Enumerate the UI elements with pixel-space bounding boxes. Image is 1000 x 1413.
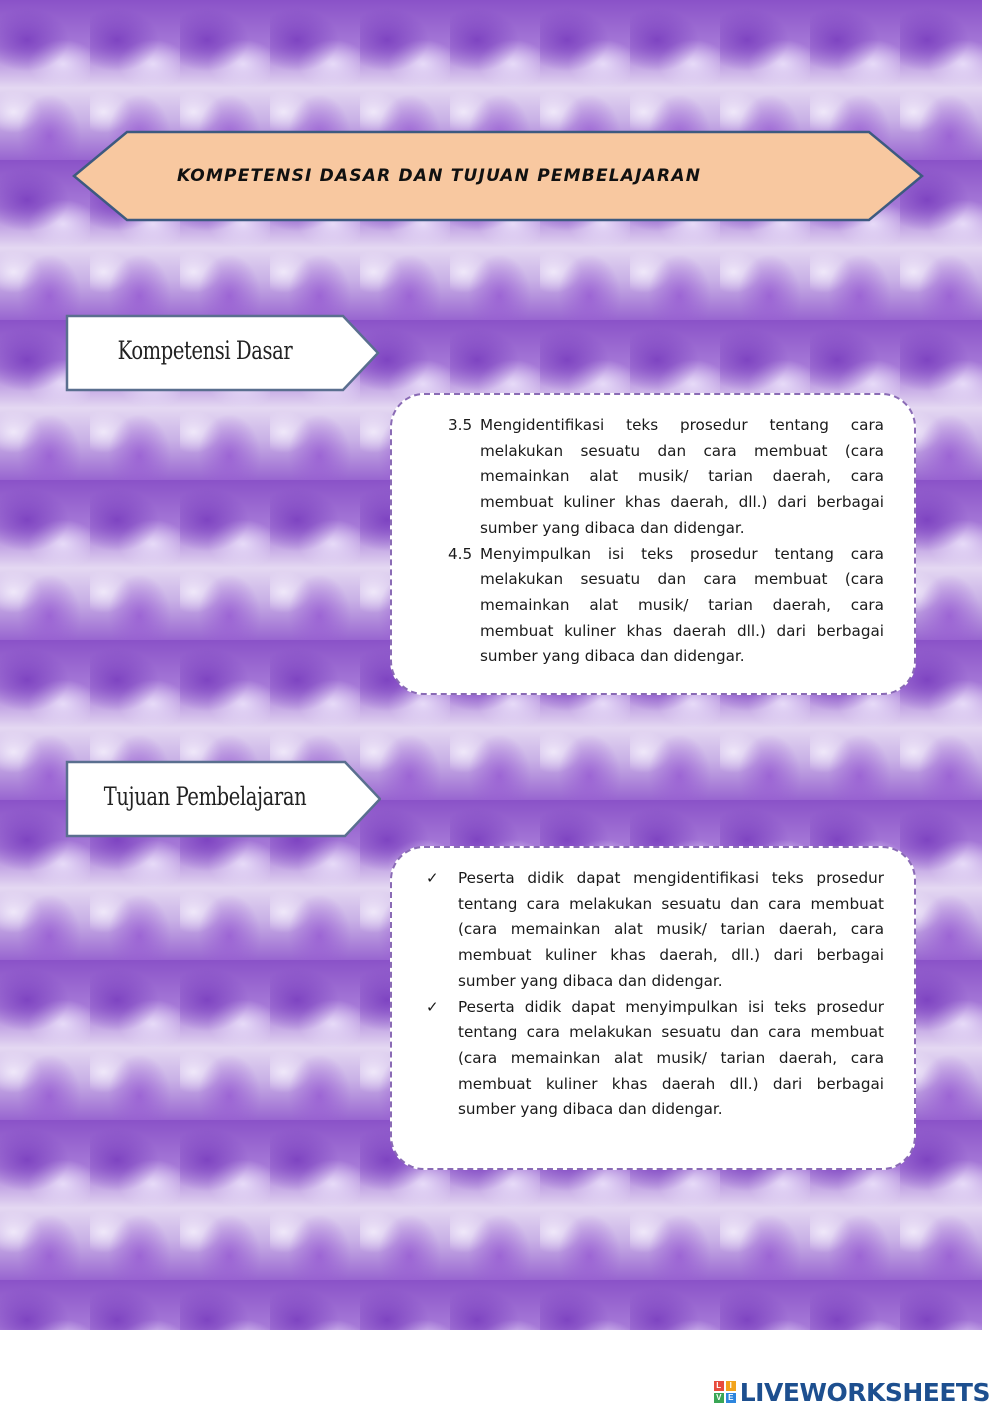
item-text: Mengidentifikasi teks prosedur tentang cara melakukan sesuatu dan cara membuat (cara memainkan alat musik/ tarian daerah, cara membuat kuliner khas daerah, dll.) dari berbagai sumber yang dibaca dan didengar. (480, 416, 884, 537)
tujuan-pembelajaran-heading: Tujuan Pembelajaran (103, 782, 307, 811)
liveworksheets-logo (714, 1378, 990, 1406)
logo-mark-icon: L I V E (714, 1381, 736, 1403)
kompetensi-dasar-heading: Kompetensi Dasar (117, 336, 293, 365)
checkmark-icon: ✓ (426, 869, 439, 887)
list-item (448, 542, 884, 671)
list-item (426, 866, 884, 995)
checkmark-icon: ✓ (426, 997, 439, 1016)
kompetensi-dasar-list (448, 413, 884, 670)
kompetensi-dasar-tag (65, 314, 381, 392)
item-number: 3.5 (448, 416, 473, 434)
item-number: 4.5 (448, 544, 473, 563)
item-text: Menyimpulkan isi teks prosedur tentang cara melakukan sesuatu dan cara membuat (cara memainkan alat musik/ tarian daerah, cara membuat kuliner khas daerah dll.) dari berbagai sumber yang dibaca dan didengar. (480, 544, 884, 666)
tujuan-pembelajaran-tag (65, 760, 381, 838)
kompetensi-dasar-card (390, 393, 916, 695)
title-banner (72, 130, 924, 222)
item-text: Peserta didik dapat mengidentifikasi teks prosedur tentang cara melakukan sesuatu dan cara membuat (cara memainkan alat musik/ tarian daerah, cara membuat kuliner khas daerah, dll.) dari berbagai sumber yang dibaca dan didengar. (458, 869, 884, 990)
list-item (448, 413, 884, 542)
logo-text: LIVEWORKSHEETS (739, 1377, 990, 1407)
item-text: Peserta didik dapat menyimpulkan isi teks prosedur tentang cara melakukan sesuatu dan cara membuat (cara memainkan alat musik/ tarian daerah, cara membuat kuliner khas daerah dll.) dari berbagai sumber yang dibaca dan didengar. (458, 997, 884, 1119)
list-item (426, 995, 884, 1124)
banner-title: KOMPETENSI DASAR DAN TUJUAN PEMBELAJARAN (177, 166, 702, 186)
tujuan-pembelajaran-card (390, 846, 916, 1170)
tujuan-pembelajaran-list (426, 866, 884, 1123)
